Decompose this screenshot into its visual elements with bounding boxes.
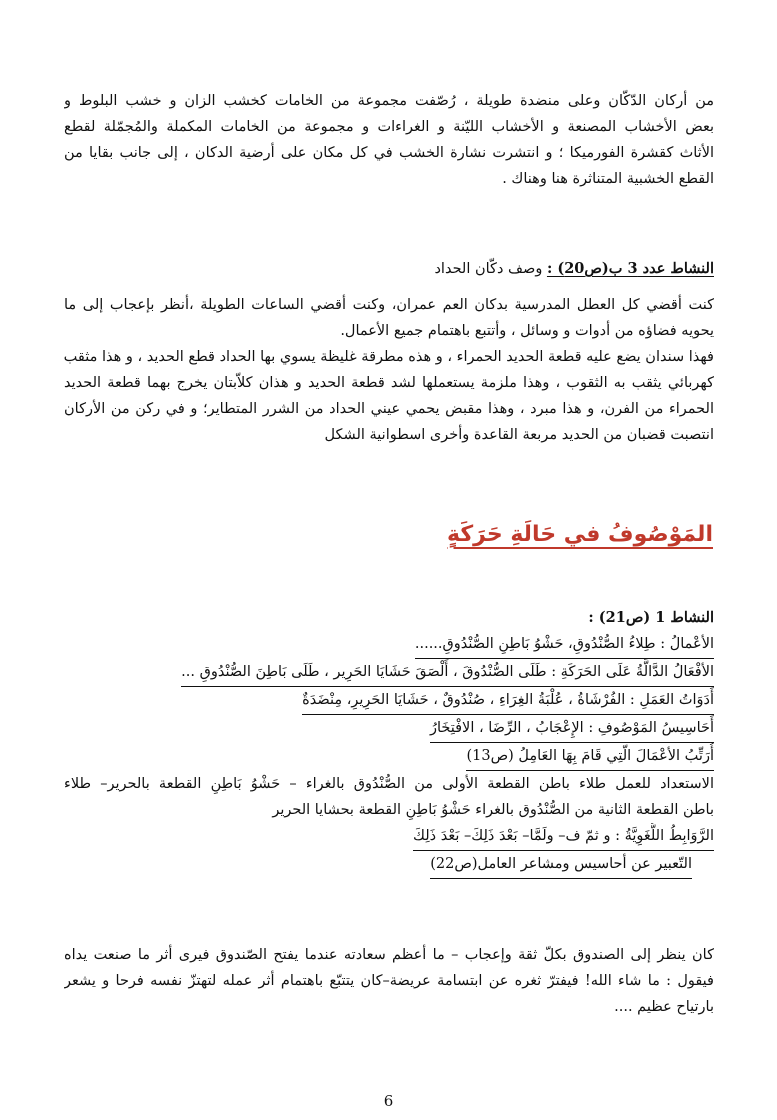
verbs-line: الأفْعَالُ الدَّالَّةُ عَلَى الحَرَكَةِ : طَلَى الصُّنْدُوقَ ، أَلْصَقَ حَشَايَا الحَرِير ، طَلَى بَاطِنَ الصُّنْدُوقِ ... <box>181 659 714 687</box>
text-line: يحويه فضاؤه من أدوات و وسائل ، وأتتبع باهتمام جميع الأعمال. <box>340 323 714 339</box>
activity-3-label: النشاط عدد 3 ب(ص20) : <box>546 260 714 277</box>
paragraph-workshop-wood <box>64 88 714 192</box>
text-line: كهربائي يثقب به الثقوب ، وهذا ملزمة يستعملها لشد قطعة الحديد و هذان كلاّبتان يخرج بهما قطعة الحديد <box>64 375 714 391</box>
text-line: كنت أقضي كل العطل المدرسية بدكان العم عمران، وكنت أقضي الساعات الطويلة ،أنظر بإعجاب إلى ما <box>64 297 714 313</box>
activity-3-title: وصف دكّان الحداد <box>434 261 543 277</box>
paragraph-feelings <box>64 942 714 1020</box>
text-line: من أركان الدّكّان وعلى منضدة طويلة ، رُصّفت مجموعة من الخامات كخشب الزان و خشب البلوط و <box>64 93 714 109</box>
text-line: بارتياح عظيم .... <box>614 999 714 1015</box>
text-line: بعض الأخشاب المصنعة و الأخشاب الليّنة و الغراءات و مجموعة من الخامات المكملة والمُجمّلة لقطع <box>64 119 714 135</box>
text-line: فيقول : ما شاء الله! فيفترّ ثغره عن ابتسامة عريضة–كان يتتبّع باهتمام أثر عمله لتهتزّ نفسه فرحا و يشعر <box>64 973 714 989</box>
expression-line: التّعبير عن أحاسيس ومشاعر العامل(ص22) <box>430 851 692 879</box>
prep-line: باطن القطعة الثانية من الصُّنْدُوق بالغراء حَشْوُ بَاطِنِ القطعة بحشايا الحرير <box>272 802 714 818</box>
text-line: الحمراء من الفرن، و هذا مبرد ، وهذا مقبض يحمي عيني الحداد من الشرر المتطاير؛ و في ركن من الأركان <box>64 401 714 417</box>
paragraph-blacksmith <box>64 292 714 448</box>
text-line: الأثاث كقشرة الفورميكا ؛ و انتشرت نشارة الخشب في كل مكان على أرضية الدكان ، إلى جانب بقايا من <box>64 145 714 161</box>
activity-1 <box>64 605 714 879</box>
order-line: أُرَتِّبُ الأعْمَالَ الّتِي قَامَ بِهَا العَامِلُ (ص13) <box>466 743 714 771</box>
text-line: فهذا سندان يضع عليه قطعة الحديد الحمراء ، و هذه مطرقة غليظة يسوي بها الحداد قطع الحديد ، و هذا مثقب <box>64 349 714 365</box>
connectors-line: الرَّوَابِطُ اللُّغَوِيَّةُ : و ثمّ ف– ولَمَّا– بَعْدَ ذَلِكَ– بَعْدَ ذَلِكَ <box>413 823 714 851</box>
text-line: القطع الخشبية المتناثرة هنا وهناك . <box>502 171 714 187</box>
text-line: كان ينظر إلى الصندوق بكلّ ثقة وإعجاب – ما أعظم سعادته عندما يفتح الصّندوق فيرى أثر ما صنعت يداه <box>64 947 714 963</box>
activity-3-header <box>64 256 714 282</box>
prep-line: الاستعداد للعمل طلاء باطن القطعة الأولى من الصُّنْدُوق بالغراء – حَشْوُ بَاطِنِ القطعة بالحرير– طلاء <box>64 776 714 792</box>
page-number: 6 <box>383 1092 394 1110</box>
text-line: انتصبت قضبان من الحديد مربعة القاعدة وأخرى اسطوانية الشكل <box>324 427 714 443</box>
activity-1-label: النشاط 1 (ص21) : <box>588 609 714 626</box>
feelings-line: أَحَاسِيسُ المَوْصُوفِ : الإِعْجَابُ ، الرِّضَا ، الافْتِخَارُ <box>430 715 714 743</box>
section-heading: المَوْصُوفُ في حَالَةِ حَرَكَةٍ <box>447 522 713 547</box>
tools-line: أَدَوَاتُ العَمَلِ : الفُرْشَاةُ ، عُلْبَةُ الغِرَاءِ ، صُنْدُوقٌ ، حَشَايَا الحَرِيرِ، مِنْضَدَةٌ <box>302 687 714 715</box>
works-line: الأعْمالُ : طِلاءُ الصُّنْدُوقِ، حَشْوُ بَاطِنِ الصُّنْدُوقِ...... <box>415 631 714 659</box>
